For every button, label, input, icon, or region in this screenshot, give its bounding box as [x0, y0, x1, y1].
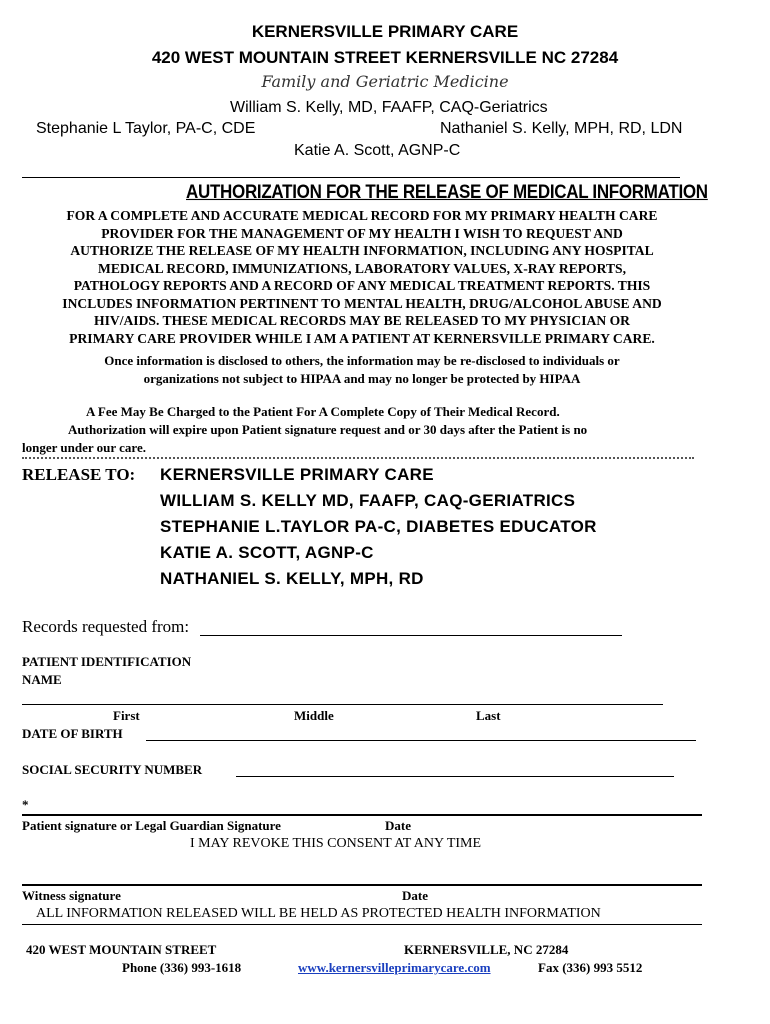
- last-name-caption: Last: [476, 708, 501, 723]
- release-to-line: STEPHANIE L.TAYLOR PA-C, DIABETES EDUCATOR: [160, 517, 597, 536]
- date-of-birth-field[interactable]: [146, 740, 696, 741]
- practice-address: 420 WEST MOUNTAIN STREET KERNERSVILLE NC 27284: [151, 48, 619, 67]
- body-line: INCLUDES INFORMATION PERTINENT TO MENTAL HEALTH, DRUG/ALCOHOL ABUSE AND: [62, 295, 662, 311]
- provider-nathaniel-kelly: Nathaniel S. Kelly, MPH, RD, LDN: [440, 120, 683, 137]
- witness-signature-label: Witness signature: [22, 888, 121, 903]
- first-name-caption: First: [113, 708, 140, 723]
- body-line: PROVIDER FOR THE MANAGEMENT OF MY HEALTH I WISH TO REQUEST AND: [101, 225, 623, 241]
- hipaa-disclosure: [0, 352, 724, 388]
- authorization-body: [12, 207, 712, 347]
- practice-website-link[interactable]: www.kernersvilleprimarycare.com: [298, 960, 491, 975]
- practice-specialty: Family and Geriatric Medicine: [261, 72, 509, 91]
- body-line: PATHOLOGY REPORTS AND A RECORD OF ANY MEDICAL TREATMENT REPORTS. THIS: [73, 278, 651, 293]
- release-to-line: KATIE A. SCOTT, AGNP-C: [160, 543, 374, 562]
- ssn-label: SOCIAL SECURITY NUMBER: [22, 762, 203, 777]
- provider-katie-scott: Katie A. Scott, AGNP-C: [294, 142, 461, 159]
- date-of-birth-label: DATE OF BIRTH: [22, 726, 123, 741]
- expiration-notice-2: longer under our care.: [22, 440, 146, 455]
- patient-signature-date-label: Date: [385, 818, 411, 833]
- patient-signature-field[interactable]: [22, 814, 702, 816]
- body-line: MEDICAL RECORD, IMMUNIZATIONS, LABORATORY VALUES, X-RAY REPORTS,: [97, 260, 626, 276]
- footer-street: 420 WEST MOUNTAIN STREET: [26, 942, 217, 957]
- records-requested-label: Records requested from:: [22, 617, 190, 636]
- name-field[interactable]: [22, 704, 663, 705]
- signature-asterisk: *: [22, 797, 29, 812]
- provider-william-kelly: William S. Kelly, MD, FAAFP, CAQ-Geriatrics: [230, 99, 548, 116]
- witness-signature-field[interactable]: [22, 884, 702, 886]
- disclosure-line: Once information is disclosed to others, the information may be re-disclosed to individuals or: [104, 353, 620, 368]
- dotted-divider: [22, 457, 694, 459]
- release-to-line: NATHANIEL S. KELLY, MPH, RD: [160, 569, 424, 588]
- middle-name-caption: Middle: [294, 708, 334, 723]
- release-to-line: WILLIAM S. KELLY MD, FAAFP, CAQ-GERIATRICS: [160, 491, 576, 510]
- provider-stephanie-taylor: Stephanie L Taylor, PA-C, CDE: [36, 120, 256, 137]
- disclosure-line: organizations not subject to HIPAA and may no longer be protected by HIPAA: [143, 371, 581, 386]
- footer-city: KERNERSVILLE, NC 27284: [404, 942, 569, 957]
- practice-name: KERNERSVILLE PRIMARY CARE: [251, 22, 519, 41]
- release-to-line: KERNERSVILLE PRIMARY CARE: [160, 465, 434, 484]
- authorization-title: AUTHORIZATION FOR THE RELEASE OF MEDICAL INFORMATION: [186, 180, 708, 203]
- records-requested-field[interactable]: [200, 635, 622, 636]
- footer-fax: Fax (336) 993 5512: [538, 960, 643, 975]
- header-divider: [22, 177, 680, 178]
- witness-date-label: Date: [402, 888, 428, 903]
- body-line: HIV/AIDS. THESE MEDICAL RECORDS MAY BE RELEASED TO MY PHYSICIAN OR: [94, 313, 630, 328]
- footer-phone: Phone (336) 993-1618: [122, 960, 242, 975]
- patient-signature-label: Patient signature or Legal Guardian Signature: [22, 818, 281, 833]
- expiration-notice-1: Authorization will expire upon Patient signature request and or 30 days after the Patient is no: [68, 422, 588, 437]
- revoke-consent-note: I MAY REVOKE THIS CONSENT AT ANY TIME: [190, 836, 482, 851]
- ssn-field[interactable]: [236, 776, 674, 777]
- body-line: PRIMARY CARE PROVIDER WHILE I AM A PATIENT AT KERNERSVILLE PRIMARY CARE.: [69, 330, 655, 346]
- protected-health-info-note: ALL INFORMATION RELEASED WILL BE HELD AS PROTECTED HEALTH INFORMATION: [36, 906, 601, 921]
- body-line: FOR A COMPLETE AND ACCURATE MEDICAL RECORD FOR MY PRIMARY HEALTH CARE: [66, 208, 658, 223]
- name-label: NAME: [22, 672, 62, 687]
- fee-notice: A Fee May Be Charged to the Patient For A Complete Copy of Their Medical Record.: [86, 404, 560, 419]
- release-to-label: RELEASE TO:: [22, 465, 136, 484]
- body-line: AUTHORIZE THE RELEASE OF MY HEALTH INFORMATION, INCLUDING ANY HOSPITAL: [70, 243, 654, 258]
- patient-identification-label: PATIENT IDENTIFICATION: [22, 654, 192, 669]
- footer-divider: [22, 924, 702, 925]
